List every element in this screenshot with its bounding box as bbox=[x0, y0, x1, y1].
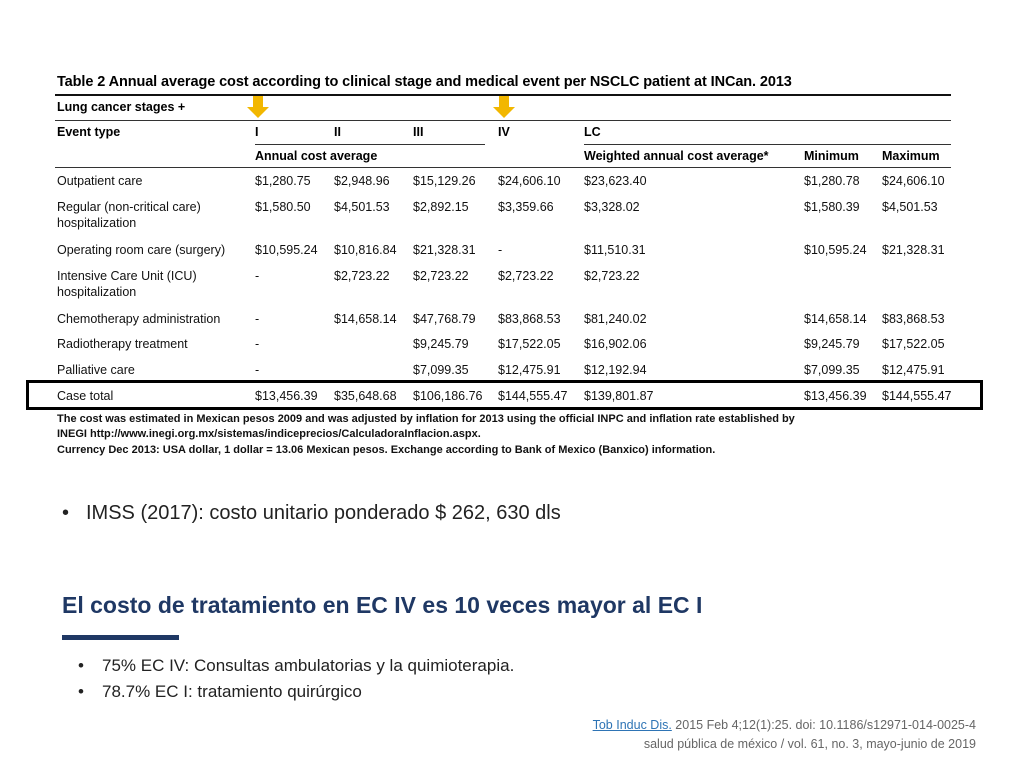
row-label: Regular (non-critical care) hospitalization bbox=[57, 200, 201, 230]
citation-link[interactable]: Tob Induc Dis. bbox=[592, 718, 672, 732]
table-cell: $16,902.06 bbox=[584, 337, 647, 351]
table-cell: $21,328.31 bbox=[413, 243, 476, 257]
table-cell: $21,328.31 bbox=[882, 243, 945, 257]
col-header-lc: LC bbox=[584, 125, 601, 139]
table-cell: $12,475.91 bbox=[882, 363, 945, 377]
table-cell: $83,868.53 bbox=[498, 312, 561, 326]
table-cell: $2,723.22 bbox=[584, 269, 640, 283]
row-label: Chemotherapy administration bbox=[57, 312, 221, 326]
stages-header: Lung cancer stages + bbox=[57, 100, 186, 114]
event-type-header: Event type bbox=[57, 125, 121, 139]
case-total-cell: $13,456.39 bbox=[255, 389, 318, 403]
subheader-minimum: Minimum bbox=[804, 149, 859, 163]
table-cell: $15,129.26 bbox=[413, 174, 476, 188]
col-header-stage-ii: II bbox=[334, 125, 341, 139]
table-cell: $1,580.50 bbox=[255, 200, 311, 214]
table-cell: $11,510.31 bbox=[584, 243, 646, 257]
bullet-imss bbox=[62, 502, 561, 525]
table-cell: $1,280.75 bbox=[255, 174, 311, 188]
table-cell: $23,623.40 bbox=[584, 174, 647, 188]
rule-lc bbox=[584, 144, 951, 145]
table-cell: $10,595.24 bbox=[804, 243, 867, 257]
table-cell: $2,723.22 bbox=[334, 269, 390, 283]
table-cell: $12,192.94 bbox=[584, 363, 647, 377]
row-label: Palliative care bbox=[57, 363, 135, 377]
subheader-maximum: Maximum bbox=[882, 149, 940, 163]
table-cell: - bbox=[255, 337, 260, 351]
bullet-symbol: • bbox=[62, 502, 70, 524]
table-rule-stages bbox=[55, 120, 951, 121]
table-cell: $9,245.79 bbox=[804, 337, 860, 351]
table-cell: - bbox=[255, 269, 260, 283]
table-cell: $47,768.79 bbox=[413, 312, 476, 326]
case-total-cell: $35,648.68 bbox=[334, 389, 397, 403]
table-cell: $7,099.35 bbox=[804, 363, 860, 377]
table-cell: $4,501.53 bbox=[882, 200, 938, 214]
col-header-stage-iii: III bbox=[413, 125, 424, 139]
table-cell: $81,240.02 bbox=[584, 312, 647, 326]
table-cell: $4,501.53 bbox=[334, 200, 390, 214]
table-cell: $3,359.66 bbox=[498, 200, 554, 214]
table-cell: $2,948.96 bbox=[334, 174, 390, 188]
case-total-cell: $144,555.47 bbox=[498, 389, 568, 403]
table-note-2: INEGI http://www.inegi.org.mx/sistemas/indiceprecios/CalculadoraInflacion.aspx. bbox=[57, 428, 481, 440]
case-total-cell: $13,456.39 bbox=[804, 389, 867, 403]
table-cell: $83,868.53 bbox=[882, 312, 945, 326]
case-total-label: Case total bbox=[57, 389, 114, 403]
table-cell: $24,606.10 bbox=[498, 174, 561, 188]
row-label: Intensive Care Unit (ICU) hospitalization bbox=[57, 269, 197, 299]
table-cell: $14,658.14 bbox=[804, 312, 867, 326]
table-cell: $14,658.14 bbox=[334, 312, 397, 326]
rule-annual bbox=[255, 144, 485, 145]
col-header-stage-iv: IV bbox=[498, 125, 510, 139]
table-cell: $9,245.79 bbox=[413, 337, 469, 351]
col-header-stage-i: I bbox=[255, 125, 259, 139]
table-cell: $17,522.05 bbox=[498, 337, 561, 351]
heading-underline bbox=[62, 635, 179, 640]
subheader-weighted: Weighted annual cost average* bbox=[584, 149, 769, 163]
table-cell: $3,328.02 bbox=[584, 200, 640, 214]
case-total-cell: $106,186.76 bbox=[413, 389, 483, 403]
table-cell: $7,099.35 bbox=[413, 363, 469, 377]
case-total-cell: $139,801.87 bbox=[584, 389, 654, 403]
table-cell: $24,606.10 bbox=[882, 174, 945, 188]
table-cell: $1,280.78 bbox=[804, 174, 860, 188]
table-cell: $10,595.24 bbox=[255, 243, 318, 257]
case-total-cell: $144,555.47 bbox=[882, 389, 952, 403]
table-cell: $17,522.05 bbox=[882, 337, 945, 351]
arrow-down-icon-stage-i bbox=[247, 96, 269, 118]
table-title: Table 2 Annual average cost according to clinical stage and medical event per NSCLC patient at INCan. 2013 bbox=[57, 74, 792, 90]
citation-details: 2015 Feb 4;12(1):25. doi: 10.1186/s12971-014-0025-4 bbox=[671, 718, 976, 732]
table-cell: $1,580.39 bbox=[804, 200, 860, 214]
table-cell: $2,723.22 bbox=[413, 269, 469, 283]
table-cell: - bbox=[255, 312, 260, 326]
table-note-1: The cost was estimated in Mexican pesos 2009 and was adjusted by inflation for 2013 using the official INPC and inflation rate established by bbox=[57, 413, 795, 425]
sub-bullet-2: • 78.7% EC I: tratamiento quirúrgico bbox=[78, 682, 362, 701]
table-cell: $2,723.22 bbox=[498, 269, 554, 283]
table-cell: - bbox=[255, 363, 260, 377]
citation-line-2: salud pública de méxico / vol. 61, no. 3, mayo-junio de 2019 bbox=[643, 737, 976, 751]
table-note-3: Currency Dec 2013: USA dollar, 1 dollar = 13.06 Mexican pesos. Exchange according to Bank of Mexico (Banxico) information. bbox=[57, 444, 716, 456]
slide-heading: El costo de tratamiento en EC IV es 10 veces mayor al EC I bbox=[62, 592, 703, 618]
subheader-annual: Annual cost average bbox=[255, 149, 378, 163]
table-cell: $12,475.91 bbox=[498, 363, 561, 377]
case-total-highlight-box bbox=[26, 380, 983, 410]
table-cell: $10,816.84 bbox=[334, 243, 397, 257]
table-rule-header-bottom bbox=[55, 167, 951, 168]
arrow-down-icon-stage-iv bbox=[493, 96, 515, 118]
row-label: Outpatient care bbox=[57, 174, 143, 188]
table-cell: $2,892.15 bbox=[413, 200, 469, 214]
citation-line-1 bbox=[593, 718, 976, 732]
table-cell: - bbox=[498, 243, 503, 257]
row-label: Operating room care (surgery) bbox=[57, 243, 226, 257]
sub-bullet-1: • 75% EC IV: Consultas ambulatorias y la quimioterapia. bbox=[78, 656, 515, 675]
row-label: Radiotherapy treatment bbox=[57, 337, 188, 351]
bullet-imss-text: IMSS (2017): costo unitario ponderado $ 262, 630 dls bbox=[86, 502, 561, 524]
